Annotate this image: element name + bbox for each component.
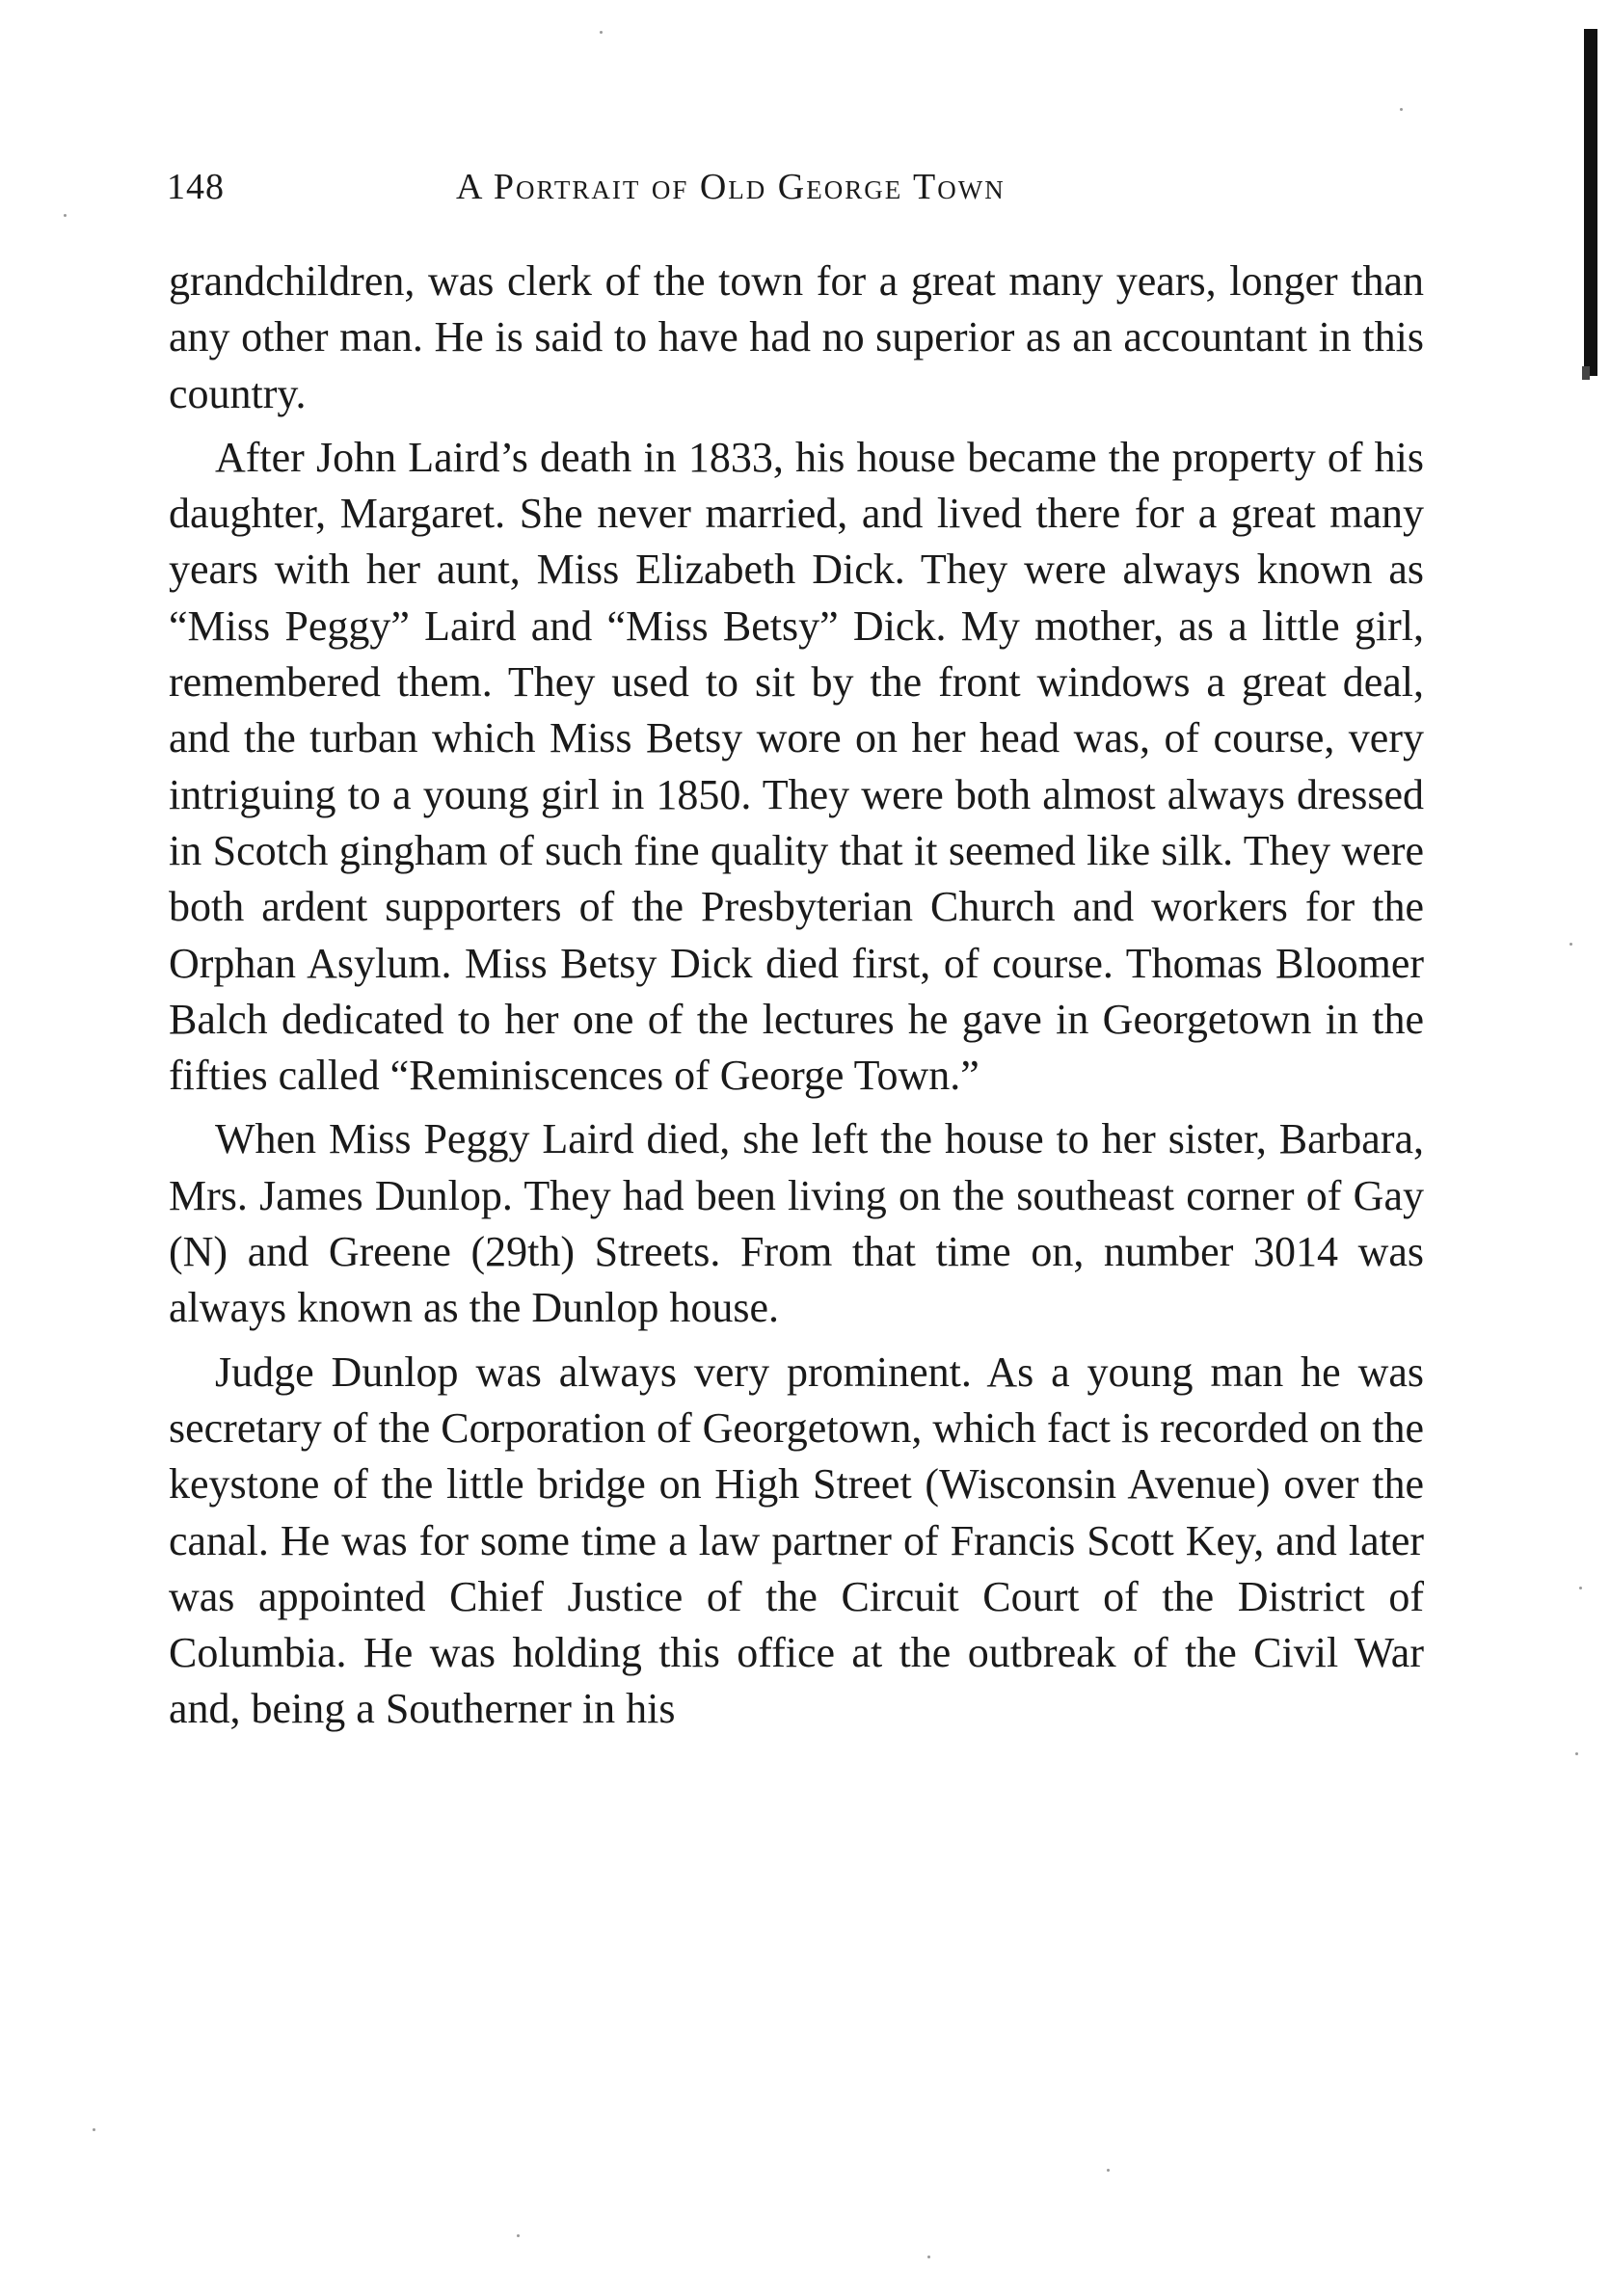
scan-speck: [1570, 943, 1572, 946]
scan-speck: [1400, 108, 1403, 111]
paragraph-laird-house: After John Laird’s death in 1833, his house became the property of his daughter, Margaret. She never married, and lived there for a great many years with her aunt, Miss Elizabeth Dick. They were always known as “Miss Peggy” Laird and “Miss Betsy” Dick. My mother, as a little girl, remembered them. They used to sit by the front windows a great deal, and the turban which Miss Betsy wore on her head was, of course, very intriguing to a young girl in 1850. They were both almost always dressed in Scotch gingham of such fine quality that it seemed like silk. They were both ardent supporters of the Presbyterian Church and workers for the Orphan Asylum. Miss Betsy Dick died first, of course. Thomas Bloomer Balch dedicated to her one of the lectures he gave in Georgetown in the fifties called “Reminiscences of George Town.”: [169, 433, 1424, 1100]
scan-speck: [600, 31, 603, 34]
paragraph-judge-dunlop: Judge Dunlop was always very prominent. As a young man he was secretary of the Corporation of Georgetown, which fact is recorded on the keystone of the little bridge on High Street (Wisconsin Avenue) over the canal. He was for some time a law partner of Francis Scott Key, and later was appointed Chief Justice of the Circuit Court of the District of Columbia. He was holding this office at the outbreak of the Civil War and, being a Southerner in his: [169, 1348, 1424, 1733]
paragraph-continuation: grandchildren, was clerk of the town for a great many years, longer than any other man. He is said to have had no superior as an accountant in this country.: [169, 257, 1424, 417]
scan-speck: [1579, 1587, 1582, 1589]
scan-speck: [517, 2234, 520, 2237]
scan-speck: [64, 214, 67, 217]
page-number: 148: [167, 167, 225, 207]
scan-edge-tick: [1582, 366, 1590, 380]
scan-speck: [1575, 1752, 1578, 1755]
scan-speck: [1107, 2169, 1110, 2172]
page-header: [167, 166, 1420, 224]
body-text: [169, 254, 1424, 1738]
scan-edge-mark: [1584, 29, 1597, 376]
running-head: A Portrait of Old George Town: [456, 167, 1006, 207]
scan-speck: [927, 2256, 930, 2258]
scan-speck: [93, 2128, 95, 2131]
paragraph-dunlop-house: When Miss Peggy Laird died, she left the house to her sister, Barbara, Mrs. James Dunlop. They had been living on the southeast corner of Gay (N) and Greene (29th) Streets. From that time on, number 3014 was always known as the Dunlop house.: [169, 1115, 1424, 1332]
